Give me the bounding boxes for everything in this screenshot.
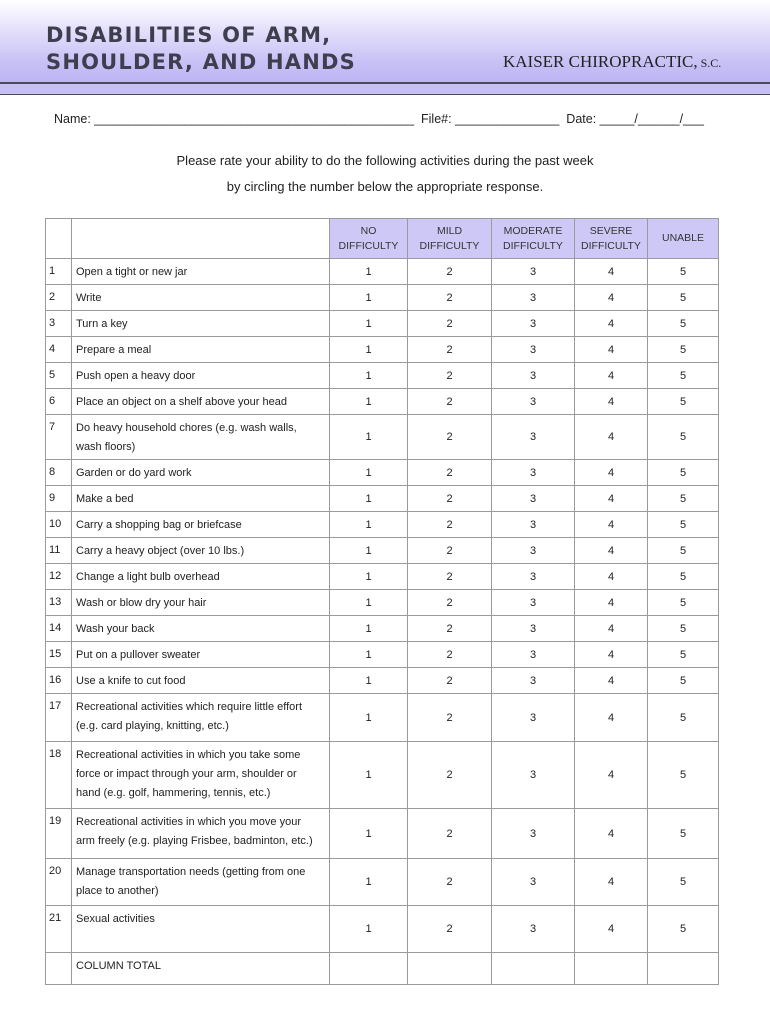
table-row: [46, 694, 719, 742]
rating-option-2[interactable]: 2: [408, 590, 492, 616]
rating-option-3[interactable]: 3: [492, 538, 575, 564]
rating-option-5[interactable]: 5: [648, 859, 719, 906]
rating-option-4[interactable]: 4: [575, 859, 648, 906]
rating-option-1[interactable]: 1: [330, 742, 408, 809]
rating-option-3[interactable]: 3: [492, 859, 575, 906]
rating-option-3[interactable]: 3: [492, 460, 575, 486]
column-header-label: UNABLE: [661, 232, 704, 244]
rating-option-4[interactable]: 4: [575, 809, 648, 859]
table-row: [46, 590, 719, 616]
rating-option-2[interactable]: 2: [408, 642, 492, 668]
rating-option-2[interactable]: 2: [408, 742, 492, 809]
rating-option-2[interactable]: 2: [408, 694, 492, 742]
activity-cell: [72, 337, 330, 363]
rating-option-2[interactable]: 2: [408, 538, 492, 564]
activity-text: Turn a key: [76, 318, 128, 330]
activity-text: [76, 929, 329, 948]
company-name-suffix: S.C.: [697, 56, 722, 70]
row-number: 6: [46, 389, 72, 415]
activity-text: Carry a heavy object (over 10 lbs.): [76, 545, 245, 557]
rating-option-4[interactable]: 4: [575, 642, 648, 668]
rating-option-1[interactable]: 1: [330, 259, 408, 285]
row-number: 2: [46, 285, 72, 311]
rating-option-5[interactable]: 5: [648, 564, 719, 590]
activity-cell: [72, 363, 330, 389]
rating-option-4[interactable]: 4: [575, 337, 648, 363]
rating-option-3[interactable]: 3: [492, 590, 575, 616]
activity-cell: [72, 486, 330, 512]
activity-text: hand (e.g. golf, hammering, tennis, etc.): [76, 787, 271, 799]
activity-text: Place an object on a shelf above your head: [76, 396, 287, 408]
column-header-5: [648, 219, 719, 259]
rating-option-2[interactable]: 2: [408, 311, 492, 337]
rating-option-5[interactable]: 5: [648, 512, 719, 538]
rating-option-4[interactable]: 4: [575, 389, 648, 415]
rating-option-1[interactable]: 1: [330, 642, 408, 668]
rating-option-5[interactable]: 5: [648, 809, 719, 859]
rating-option-1[interactable]: 1: [330, 694, 408, 742]
table-row: [46, 564, 719, 590]
rating-option-5[interactable]: 5: [648, 590, 719, 616]
rating-option-1[interactable]: 1: [330, 311, 408, 337]
instructions-line2: by circling the number below the appropriate response.: [226, 179, 544, 194]
activity-cell: [72, 389, 330, 415]
header-activity-cell: [72, 219, 330, 259]
rating-option-4[interactable]: 4: [575, 616, 648, 642]
activity-cell: [72, 564, 330, 590]
rating-option-5[interactable]: 5: [648, 906, 719, 953]
rating-option-3[interactable]: 3: [492, 363, 575, 389]
column-total-field[interactable]: [648, 953, 719, 985]
row-number: 17: [46, 694, 72, 742]
activity-text: Change a light bulb overhead: [76, 571, 220, 583]
row-number: 13: [46, 590, 72, 616]
rating-option-1[interactable]: 1: [330, 460, 408, 486]
rating-option-1[interactable]: 1: [330, 668, 408, 694]
rating-option-3[interactable]: 3: [492, 742, 575, 809]
activity-text: Carry a shopping bag or briefcase: [76, 519, 242, 531]
rating-option-2[interactable]: 2: [408, 512, 492, 538]
rating-option-5[interactable]: 5: [648, 616, 719, 642]
table-row: [46, 337, 719, 363]
rating-option-4[interactable]: 4: [575, 486, 648, 512]
activity-text: Wash or blow dry your hair: [76, 597, 207, 609]
rating-option-4[interactable]: 4: [575, 538, 648, 564]
activity-cell: [72, 742, 330, 809]
column-total-field[interactable]: [575, 953, 648, 985]
column-header-label: DIFFICULTY: [503, 239, 563, 252]
rating-option-5[interactable]: 5: [648, 668, 719, 694]
activity-text: arm freely (e.g. playing Frisbee, badminton, etc.): [76, 835, 313, 847]
table-row: [46, 363, 719, 389]
column-header-4: [575, 219, 648, 259]
rating-option-1[interactable]: 1: [330, 337, 408, 363]
activity-text: (e.g. card playing, knitting, etc.): [76, 720, 229, 732]
column-header-label: NO DIFFICULTY: [338, 224, 399, 252]
row-number: 4: [46, 337, 72, 363]
rating-option-3[interactable]: 3: [492, 906, 575, 953]
rating-option-1[interactable]: 1: [330, 616, 408, 642]
rating-option-2[interactable]: 2: [408, 859, 492, 906]
activity-text: Recreational activities in which you move your: [76, 816, 301, 828]
column-total-field[interactable]: [330, 953, 408, 985]
rating-option-3[interactable]: 3: [492, 415, 575, 460]
rating-option-5[interactable]: 5: [648, 311, 719, 337]
rating-option-1[interactable]: 1: [330, 415, 408, 460]
form-title: [46, 22, 356, 76]
row-number: 15: [46, 642, 72, 668]
table-row: [46, 486, 719, 512]
rating-option-2[interactable]: 2: [408, 616, 492, 642]
rating-option-2[interactable]: 2: [408, 259, 492, 285]
rating-table: [45, 218, 719, 985]
table-row: [46, 538, 719, 564]
rating-option-5[interactable]: 5: [648, 486, 719, 512]
rating-option-4[interactable]: 4: [575, 590, 648, 616]
company-name: [503, 52, 721, 72]
rating-option-5[interactable]: 5: [648, 538, 719, 564]
rating-option-2[interactable]: 2: [408, 285, 492, 311]
activity-text: force or impact through your arm, shoulder or: [76, 768, 297, 780]
column-header-label: SEVERE: [589, 224, 633, 237]
table-row: [46, 809, 719, 859]
rating-option-3[interactable]: 3: [492, 285, 575, 311]
row-number: 5: [46, 363, 72, 389]
rating-option-4[interactable]: 4: [575, 906, 648, 953]
rating-option-2[interactable]: 2: [408, 809, 492, 859]
column-header-label: DIFFICULTY: [419, 239, 480, 252]
rating-option-3[interactable]: 3: [492, 642, 575, 668]
rating-option-3[interactable]: 3: [492, 337, 575, 363]
row-number: 8: [46, 460, 72, 486]
column-header-1: [330, 219, 408, 259]
rating-option-5[interactable]: 5: [648, 363, 719, 389]
rating-option-1[interactable]: 1: [330, 512, 408, 538]
activity-cell: [72, 311, 330, 337]
rating-option-1[interactable]: 1: [330, 389, 408, 415]
rating-option-4[interactable]: 4: [575, 363, 648, 389]
activity-text: wash floors): [76, 441, 136, 453]
rating-option-3[interactable]: 3: [492, 564, 575, 590]
activity-text: Sexual activities: [76, 913, 155, 925]
rating-option-5[interactable]: 5: [648, 389, 719, 415]
activity-text: Open a tight or new jar: [76, 266, 188, 278]
rating-option-4[interactable]: 4: [575, 259, 648, 285]
row-number: 21: [46, 906, 72, 953]
rating-option-3[interactable]: 3: [492, 311, 575, 337]
activity-text: Put on a pullover sweater: [76, 649, 201, 661]
rating-option-2[interactable]: 2: [408, 906, 492, 953]
rating-option-4[interactable]: 4: [575, 564, 648, 590]
activity-cell: [72, 809, 330, 859]
row-number: 16: [46, 668, 72, 694]
activity-cell: [72, 285, 330, 311]
column-header-label: MODERATE: [503, 224, 563, 237]
rating-option-5[interactable]: 5: [648, 460, 719, 486]
rating-option-1[interactable]: 1: [330, 590, 408, 616]
rating-option-2[interactable]: 2: [408, 363, 492, 389]
rating-option-3[interactable]: 3: [492, 259, 575, 285]
table-row: [46, 460, 719, 486]
activity-cell: [72, 642, 330, 668]
rating-option-1[interactable]: 1: [330, 859, 408, 906]
column-total-field[interactable]: [492, 953, 575, 985]
rating-option-5[interactable]: 5: [648, 694, 719, 742]
column-header-label: DIFFICULTY: [581, 239, 641, 252]
activity-text: Use a knife to cut food: [76, 675, 186, 687]
activity-cell: [72, 590, 330, 616]
activity-cell: [72, 616, 330, 642]
row-number: 19: [46, 809, 72, 859]
rating-option-1[interactable]: 1: [330, 906, 408, 953]
column-total-label: COLUMN TOTAL: [72, 953, 330, 985]
rating-option-1[interactable]: 1: [330, 809, 408, 859]
activity-cell: [72, 512, 330, 538]
rating-option-2[interactable]: 2: [408, 668, 492, 694]
activity-cell: [72, 694, 330, 742]
table-row: [46, 668, 719, 694]
rating-option-5[interactable]: 5: [648, 742, 719, 809]
activity-cell: [72, 259, 330, 285]
table-row: [46, 389, 719, 415]
activity-text: Do heavy household chores (e.g. wash walls,: [76, 422, 297, 434]
rating-option-5[interactable]: 5: [648, 285, 719, 311]
rating-option-3[interactable]: 3: [492, 694, 575, 742]
rating-option-2[interactable]: 2: [408, 486, 492, 512]
row-number: 12: [46, 564, 72, 590]
row-number: 11: [46, 538, 72, 564]
activity-text: Make a bed: [76, 493, 134, 505]
activity-text: Manage transportation needs (getting from one: [76, 866, 306, 878]
rating-option-4[interactable]: 4: [575, 694, 648, 742]
activity-cell: [72, 668, 330, 694]
rating-option-4[interactable]: 4: [575, 460, 648, 486]
row-number: 18: [46, 742, 72, 809]
activity-cell: [72, 906, 330, 953]
rating-option-1[interactable]: 1: [330, 564, 408, 590]
rating-option-3[interactable]: 3: [492, 616, 575, 642]
rating-option-4[interactable]: 4: [575, 415, 648, 460]
table-row: [46, 859, 719, 906]
activity-cell: [72, 859, 330, 906]
activity-cell: [72, 538, 330, 564]
rating-option-1[interactable]: 1: [330, 363, 408, 389]
rating-option-4[interactable]: 4: [575, 742, 648, 809]
activity-text: Recreational activities in which you take some: [76, 749, 301, 761]
company-name-main: KAISER CHIROPRACTIC,: [503, 52, 698, 71]
rating-option-2[interactable]: 2: [408, 460, 492, 486]
rating-option-2[interactable]: 2: [408, 564, 492, 590]
table-row: [46, 415, 719, 460]
row-number: 7: [46, 415, 72, 460]
rating-option-4[interactable]: 4: [575, 311, 648, 337]
table-row: [46, 285, 719, 311]
row-number: 3: [46, 311, 72, 337]
table-row: [46, 512, 719, 538]
column-header-label: MILD: [436, 224, 463, 237]
row-number: 9: [46, 486, 72, 512]
table-row: [46, 311, 719, 337]
instructions-line1: Please rate your ability to do the following activities during the past week: [176, 153, 594, 168]
activity-text: Push open a heavy door: [76, 370, 196, 382]
rating-option-3[interactable]: 3: [492, 486, 575, 512]
activity-text: Recreational activities which require little effort: [76, 701, 303, 713]
total-num-cell: [46, 953, 72, 985]
rating-option-3[interactable]: 3: [492, 512, 575, 538]
table-row: [46, 906, 719, 953]
activity-text: Prepare a meal: [76, 344, 152, 356]
rating-option-2[interactable]: 2: [408, 337, 492, 363]
rating-option-5[interactable]: 5: [648, 415, 719, 460]
row-number: 14: [46, 616, 72, 642]
rating-option-5[interactable]: 5: [648, 337, 719, 363]
form-title-line2: SHOULDER, AND HANDS: [46, 50, 356, 74]
rating-option-1[interactable]: 1: [330, 538, 408, 564]
rating-option-5[interactable]: 5: [648, 259, 719, 285]
table-row: [46, 259, 719, 285]
rating-option-2[interactable]: 2: [408, 415, 492, 460]
column-header-3: [492, 219, 575, 259]
header-num-cell: [46, 219, 72, 259]
header-rule: [0, 82, 770, 95]
rating-option-3[interactable]: 3: [492, 809, 575, 859]
row-number: 10: [46, 512, 72, 538]
activity-cell: [72, 460, 330, 486]
table-row: [46, 742, 719, 809]
rating-option-1[interactable]: 1: [330, 486, 408, 512]
rating-option-3[interactable]: 3: [492, 668, 575, 694]
column-header-2: [408, 219, 492, 259]
activity-cell: [72, 415, 330, 460]
patient-info-line[interactable]: Name: ______________________________________________ File#: _______________ Date: _____/______/___: [54, 112, 704, 126]
table-header-row: [46, 219, 719, 259]
row-number: 1: [46, 259, 72, 285]
activity-text: Wash your back: [76, 623, 155, 635]
activity-text: Garden or do yard work: [76, 467, 192, 479]
rating-option-5[interactable]: 5: [648, 642, 719, 668]
column-total-field[interactable]: [408, 953, 492, 985]
rating-option-4[interactable]: 4: [575, 512, 648, 538]
activity-text: place to another): [76, 885, 159, 897]
table-row: [46, 616, 719, 642]
row-number: 20: [46, 859, 72, 906]
table-row: [46, 642, 719, 668]
rating-option-1[interactable]: 1: [330, 285, 408, 311]
rating-option-4[interactable]: 4: [575, 285, 648, 311]
rating-option-2[interactable]: 2: [408, 389, 492, 415]
form-title-line1: DISABILITIES OF ARM,: [46, 23, 332, 47]
rating-option-4[interactable]: 4: [575, 668, 648, 694]
activity-text: Write: [76, 292, 102, 304]
column-total-row: [46, 953, 719, 985]
rating-option-3[interactable]: 3: [492, 389, 575, 415]
